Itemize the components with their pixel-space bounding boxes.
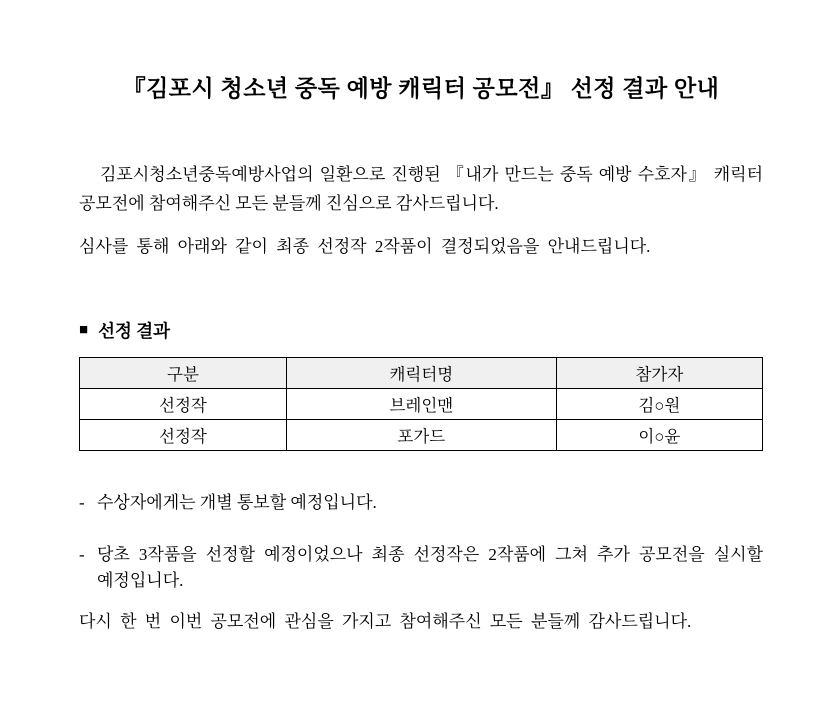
document-title: 『김포시 청소년 중독 예방 캐릭터 공모전』 선정 결과 안내 [122, 76, 720, 101]
cell-category: 선정작 [80, 389, 287, 420]
header-cell-participant: 참가자 [556, 358, 762, 389]
notes-list [79, 490, 763, 594]
note-item [79, 542, 763, 594]
cell-participant: 김○원 [556, 389, 762, 420]
section-heading-label: 선정 결과 [98, 321, 171, 341]
dash-bullet: - [79, 493, 85, 512]
table-row [80, 389, 763, 420]
header-cell-category: 구분 [80, 358, 287, 389]
dash-bullet: - [79, 545, 85, 564]
table-row [80, 420, 763, 451]
note-text: 당초 3작품을 선정할 예정이었으나 최종 선정작은 2작품에 그쳐 추가 공모전을 실시할 예정입니다. [97, 545, 763, 590]
closing-paragraph: 다시 한 번 이번 공모전에 관심을 가지고 참여해주신 모든 분들께 감사드립니다. [79, 612, 692, 631]
note-item [79, 490, 763, 516]
intro-paragraph: 김포시청소년중독예방사업의 일환으로 진행된 『내가 만드는 중독 예방 수호자』 캐릭터 공모전에 참여해주신 모든 분들께 진심으로 감사드립니다. [79, 165, 763, 213]
results-table [79, 357, 763, 451]
section-heading [79, 318, 763, 343]
square-bullet-icon: ■ [79, 322, 89, 338]
header-cell-character-name: 캐릭터명 [286, 358, 556, 389]
announcement-paragraph: 심사를 통해 아래와 같이 최종 선정작 2작품이 결정되었음을 안내드립니다. [79, 237, 651, 256]
cell-category: 선정작 [80, 420, 287, 451]
cell-participant: 이○윤 [556, 420, 762, 451]
table-header-row [80, 358, 763, 389]
cell-character-name: 포가드 [286, 420, 556, 451]
cell-character-name: 브레인맨 [286, 389, 556, 420]
note-text: 수상자에게는 개별 통보할 예정입니다. [97, 493, 377, 512]
